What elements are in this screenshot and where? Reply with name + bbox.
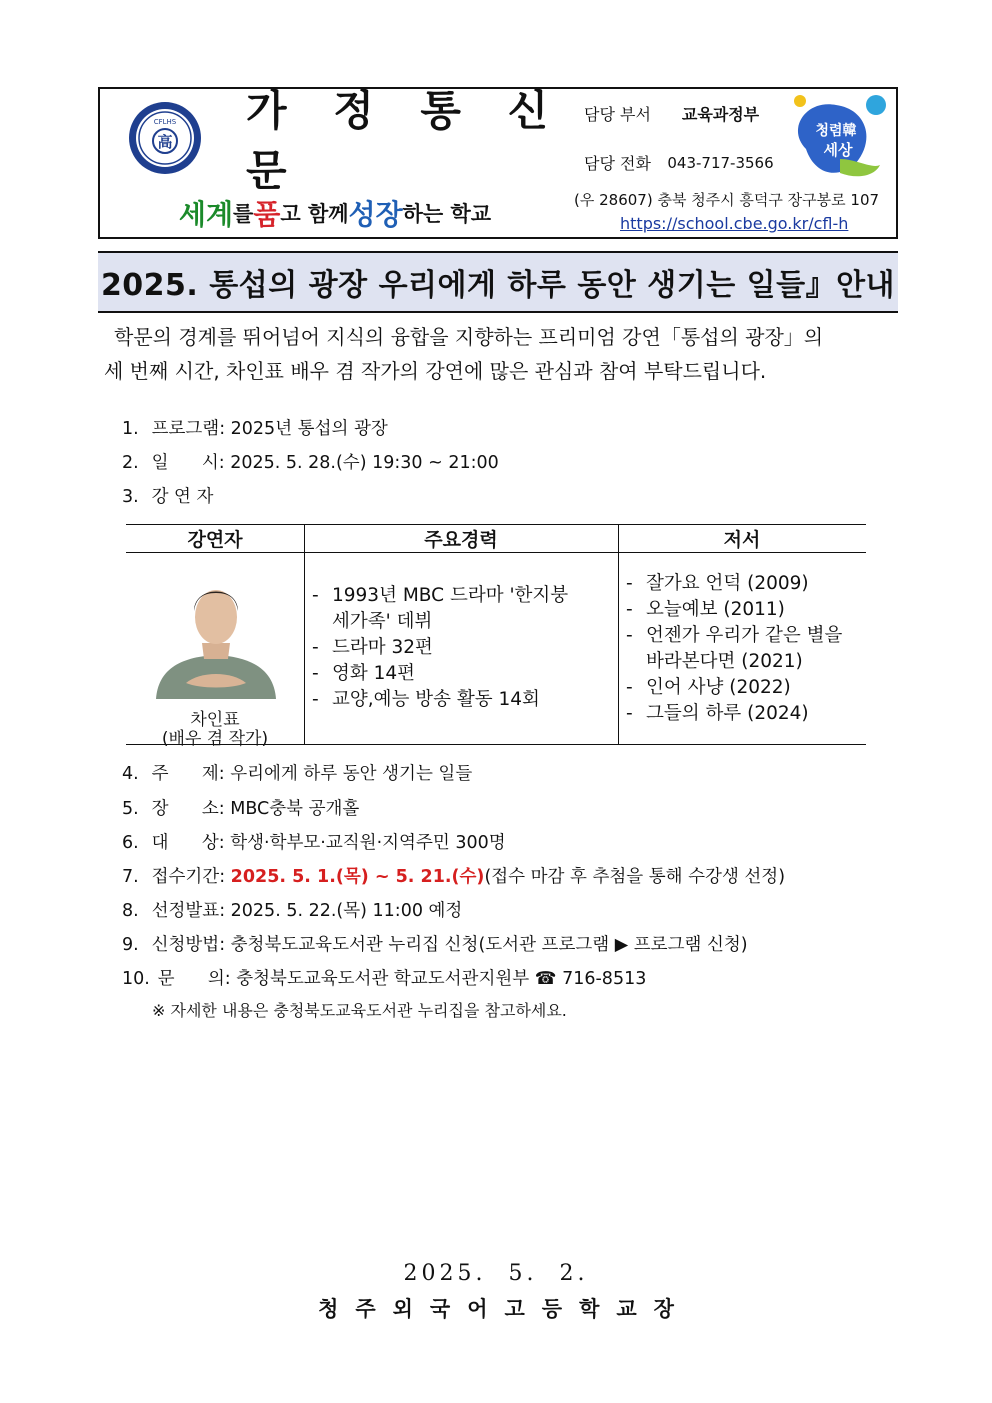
career-list	[312, 583, 612, 713]
book-item: - 인어 사냥 (2022)	[626, 675, 866, 701]
phone-label: 담당 전화	[584, 154, 651, 173]
table-header-speaker: 강연자	[126, 525, 304, 553]
svg-text:CFLHS: CFLHS	[153, 118, 177, 126]
books-list	[626, 571, 866, 727]
notice-heading: 2025. 통섭의 광장 우리에게 하루 동안 생기는 일들』안내	[100, 268, 896, 303]
school-address: (우 28607) 충북 청주시 흥덕구 장구봉로 107	[574, 191, 880, 209]
item-inquiry: 10. 문 의: 충청북도교육도서관 학교도서관지원부 ☎ 716-8513	[122, 969, 647, 989]
school-emblem-icon	[127, 100, 203, 176]
svg-text:高: 高	[157, 133, 173, 151]
reference-note: ※ 자세한 내용은 충청북도교육도서관 누리집을 참고하세요.	[152, 1001, 567, 1020]
school-homepage-link[interactable]: https://school.cbe.go.kr/cfl-h	[620, 214, 849, 233]
career-item: - 교양,예능 방송 활동 14회	[312, 687, 612, 713]
school-slogan: 세계 를 품 고 함께 성장 하는 학교	[178, 198, 492, 231]
principal-signature: 청주외국어고등학교장	[318, 1296, 691, 1321]
item-speaker: 3. 강 연 자	[122, 487, 214, 507]
speaker-role: (배우 겸 작가)	[161, 729, 269, 749]
item-announcement: 8. 선정발표: 2025. 5. 22.(목) 11:00 예정	[122, 901, 463, 921]
item-registration: 7. 접수기간: 2025. 5. 1.(목) ~ 5. 21.(수)(접수 마감 후 추첨을 통해 수강생 선정)	[122, 867, 786, 887]
table-header-books: 저서	[618, 525, 866, 553]
book-item: - 언젠가 우리가 같은 별을	[626, 623, 866, 649]
speaker-table	[126, 524, 866, 749]
document-title-cell	[230, 86, 570, 195]
career-item: - 1993년 MBC 드라마 '한지붕	[312, 583, 612, 609]
svg-text:청렴韓: 청렴韓	[815, 123, 857, 139]
notice-heading-bar	[98, 251, 898, 313]
school-logo	[100, 89, 230, 187]
letter-header	[98, 87, 898, 239]
book-item-cont: 바라본다면 (2021)	[646, 651, 803, 672]
item-datetime: 2. 일 시: 2025. 5. 28.(수) 19:30 ~ 21:00	[122, 453, 499, 473]
table-divider	[304, 525, 305, 744]
speaker-name: 차인표	[190, 710, 240, 730]
book-item: - 그들의 하루 (2024)	[626, 701, 866, 727]
intro-line-1: 학문의 경계를 뛰어넘어 지식의 융합을 지향하는 프리미엄 강연「통섭의 광장」의	[114, 325, 824, 349]
intro-line-2: 세 번째 시간, 차인표 배우 겸 작가의 강연에 많은 관심과 참여 부탁드립니다.	[104, 359, 767, 383]
integrity-logo	[776, 89, 898, 187]
dept-value: 교육과정부	[681, 105, 760, 124]
item-program: 1. 프로그램: 2025년 통섭의 광장	[122, 419, 388, 439]
career-item: - 영화 14편	[312, 661, 612, 687]
table-header-career: 주요경력	[304, 525, 618, 553]
issue-date: 2025. 5. 2.	[403, 1261, 589, 1286]
table-divider	[618, 525, 619, 744]
integrity-logo-icon	[776, 89, 896, 185]
career-item-cont: 세가족' 데뷔	[332, 611, 433, 632]
career-item: - 드라마 32편	[312, 635, 612, 661]
dept-label: 담당 부서	[584, 105, 651, 124]
registration-period: 2025. 5. 1.(목) ~ 5. 21.(수)	[230, 867, 485, 887]
svg-text:세상: 세상	[823, 141, 853, 159]
phone-value: 043-717-3566	[667, 153, 774, 172]
document-title: 가 정 통 신 문	[246, 86, 565, 195]
book-item: - 오늘예보 (2011)	[626, 597, 866, 623]
intro-paragraph	[104, 320, 884, 388]
book-item: - 잘가요 언덕 (2009)	[626, 571, 866, 597]
item-topic: 4. 주 제: 우리에게 하루 동안 생기는 일들	[122, 764, 473, 784]
item-audience: 6. 대 상: 학생·학부모·교직원·지역주민 300명	[122, 833, 506, 853]
speaker-photo	[146, 559, 286, 699]
item-venue: 5. 장 소: MBC충북 공개홀	[122, 799, 360, 819]
address-cell	[570, 187, 898, 239]
item-apply-method: 9. 신청방법: 충청북도교육도서관 누리집 신청(도서관 프로그램 ▶ 프로그램 신청)	[122, 935, 748, 955]
